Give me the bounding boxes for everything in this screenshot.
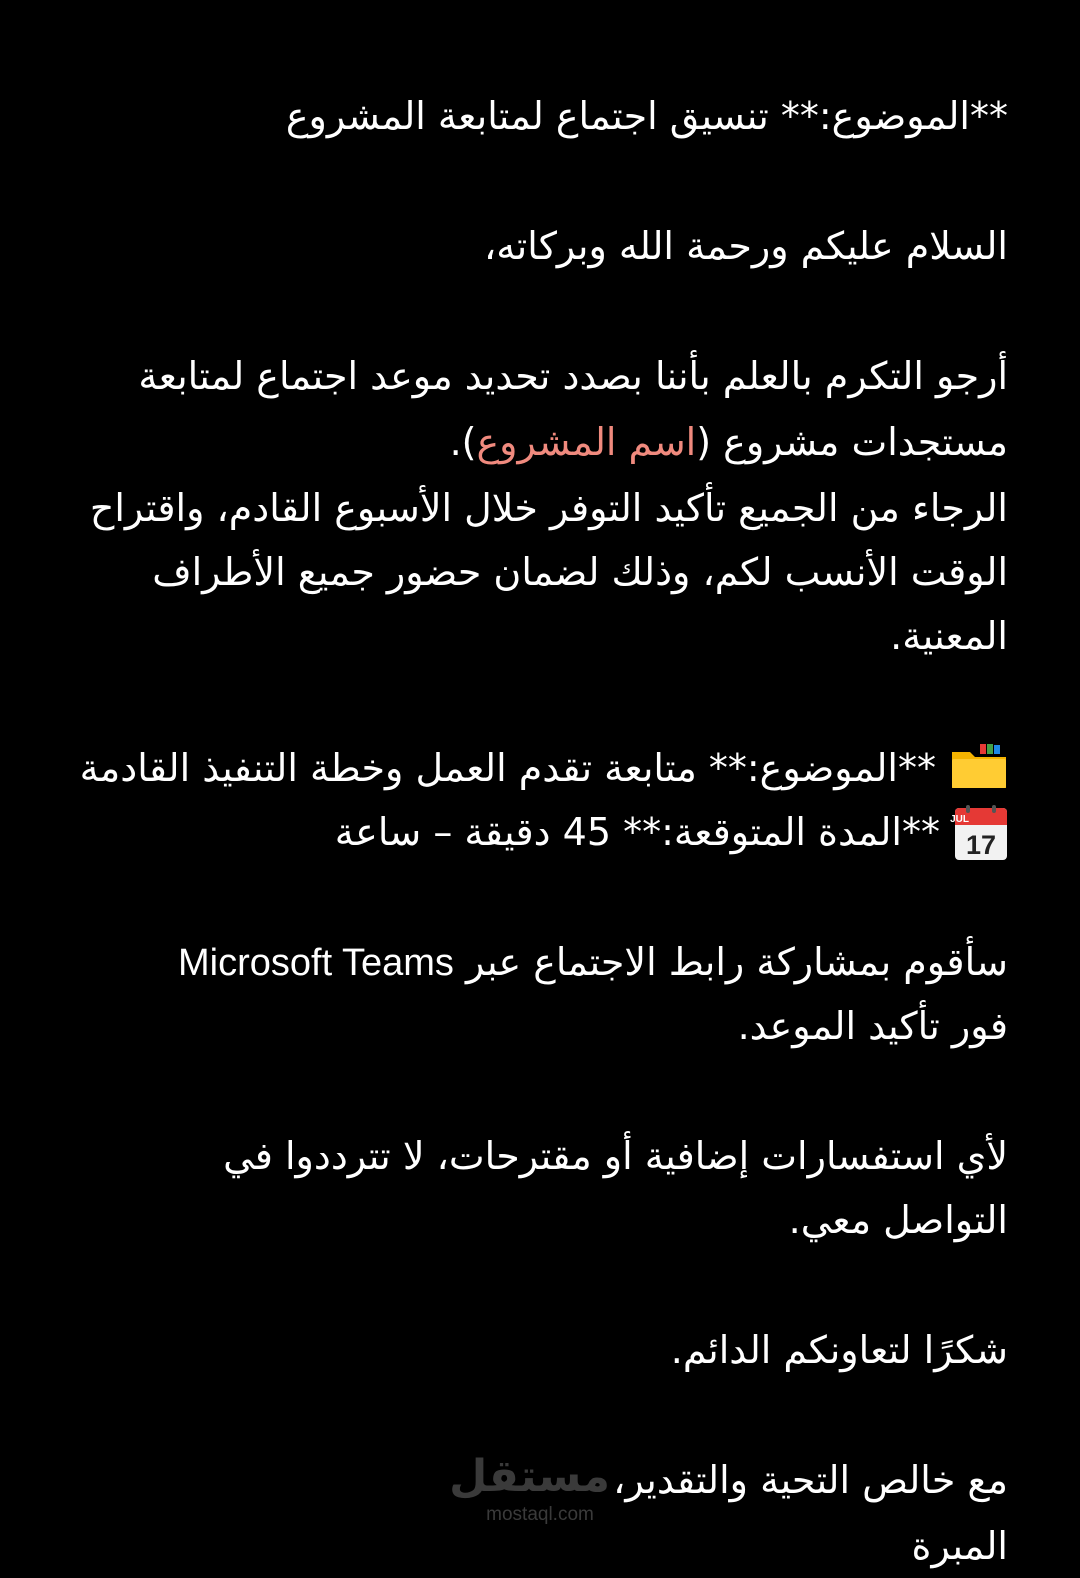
paragraph-text: ). xyxy=(449,420,477,464)
paragraph-2-line-2 xyxy=(152,540,1008,604)
questions-line-1 xyxy=(223,1124,1008,1188)
closing-line xyxy=(613,1448,1008,1512)
mostaql-watermark xyxy=(449,1450,610,1530)
paragraph-2-line-1 xyxy=(90,476,1008,540)
paragraph-text: التواصل معي. xyxy=(788,1198,1008,1242)
topic-line xyxy=(80,736,1008,800)
topic-text: **الموضوع:** متابعة تقدم العمل وخطة التنفيذ القادمة xyxy=(79,746,936,790)
folder-icon xyxy=(950,744,1008,790)
greeting-text: السلام عليكم ورحمة الله وبركاته، xyxy=(484,224,1008,268)
paragraph-1-line-2 xyxy=(450,410,1008,474)
project-name-placeholder: اسم المشروع xyxy=(476,420,697,464)
calendar-day-text: 17 xyxy=(965,829,997,860)
calendar-month-text: JUL xyxy=(950,813,969,825)
paragraph-text: أرجو التكرم بالعلم بأننا بصدد تحديد موعد اجتماع لمتابعة xyxy=(138,354,1008,398)
paragraph-2-line-3 xyxy=(890,604,1008,668)
paragraph-text: المعنية. xyxy=(890,614,1008,658)
microsoft-teams-text: Microsoft Teams xyxy=(178,942,454,984)
signature-line xyxy=(912,1514,1008,1578)
thanks-line xyxy=(671,1318,1008,1382)
questions-line-2 xyxy=(789,1188,1008,1252)
paragraph-text: مستجدات مشروع ( xyxy=(696,420,1008,464)
duration-line xyxy=(335,800,1008,864)
greeting-line xyxy=(484,214,1008,278)
subject-line xyxy=(286,84,1008,148)
teams-line-2 xyxy=(738,994,1008,1058)
subject-text: **الموضوع:** تنسيق اجتماع لمتابعة المشروع xyxy=(285,94,1008,138)
duration-text: **المدة المتوقعة:** 45 دقيقة – ساعة xyxy=(334,810,940,854)
signature-text: المبرة xyxy=(911,1524,1008,1568)
paragraph-text: الرجاء من الجميع تأكيد التوفر خلال الأسبوع القادم، واقتراح xyxy=(89,486,1008,530)
thanks-text: شكرًا لتعاونكم الدائم. xyxy=(670,1328,1008,1372)
closing-text: مع خالص التحية والتقدير، xyxy=(613,1458,1008,1502)
paragraph-1-line-1 xyxy=(138,344,1008,408)
paragraph-text: الوقت الأنسب لكم، وذلك لضمان حضور جميع الأطراف xyxy=(152,550,1008,594)
teams-line-1 xyxy=(178,930,1008,994)
watermark-latin-text: mostaql.com xyxy=(486,1504,594,1525)
watermark-arabic-text: مستقل xyxy=(449,1451,610,1502)
paragraph-text: لأي استفسارات إضافية أو مقترحات، لا تترددوا في xyxy=(223,1134,1008,1178)
paragraph-text: سأقوم بمشاركة رابط الاجتماع عبر xyxy=(466,940,1008,984)
calendar-icon xyxy=(950,805,1008,861)
paragraph-text: فور تأكيد الموعد. xyxy=(737,1004,1008,1048)
